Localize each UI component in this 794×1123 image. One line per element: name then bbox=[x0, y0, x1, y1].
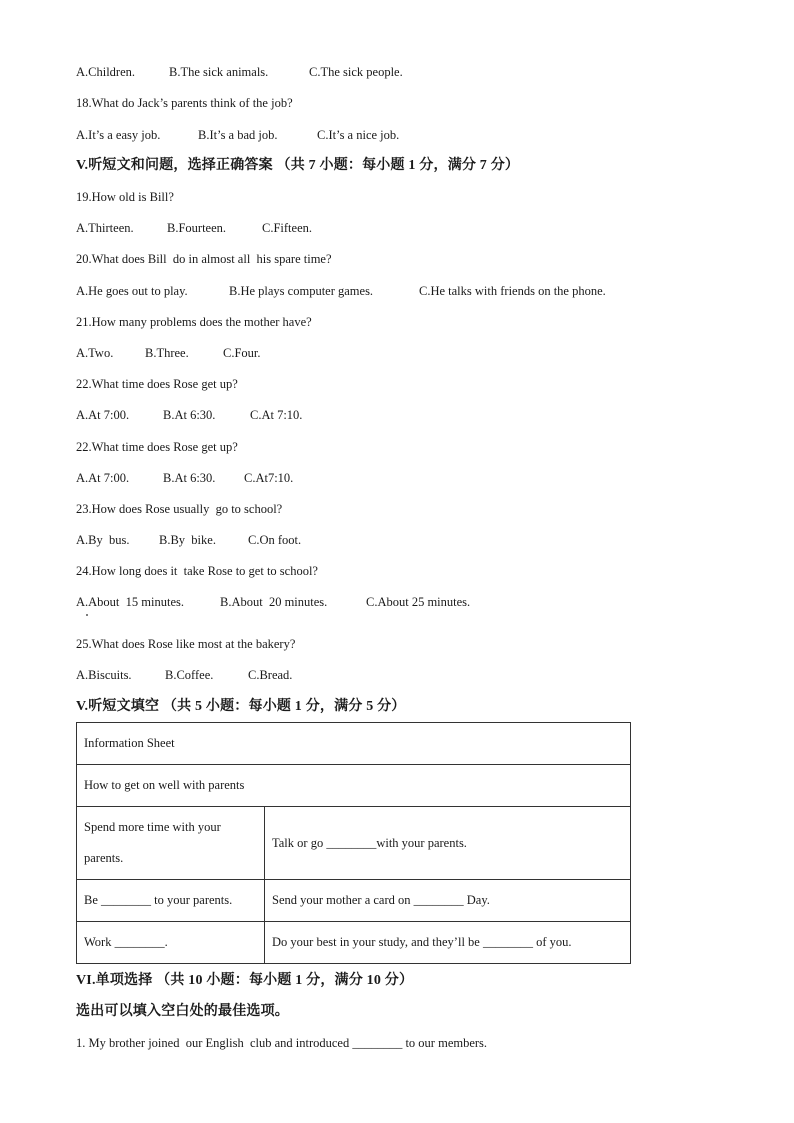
q18-option-b: B.It’s a bad job. bbox=[198, 128, 278, 142]
q24-question: 24.How long does it take Rose to get to school? bbox=[76, 564, 318, 578]
table-row bbox=[77, 807, 631, 880]
q25-option-b: B.Coffee. bbox=[165, 668, 214, 682]
q22a-option-b: B.At 6:30. bbox=[163, 408, 216, 422]
q24-option-b: B.About 20 minutes. bbox=[220, 595, 328, 609]
q19-option-c: C.Fifteen. bbox=[262, 221, 312, 235]
table-cell-left bbox=[77, 807, 265, 880]
table-row bbox=[77, 880, 631, 922]
q25-option-a: A.Biscuits. bbox=[76, 668, 132, 682]
stray-dot bbox=[86, 614, 88, 616]
cell-line: parents. bbox=[84, 851, 124, 865]
q21-question: 21.How many problems does the mother have? bbox=[76, 315, 312, 329]
q21-option-c: C.Four. bbox=[223, 346, 261, 360]
q24-option-c: C.About 25 minutes. bbox=[366, 595, 471, 609]
q23-option-a: A.By bus. bbox=[76, 533, 130, 547]
q23-question: 23.How does Rose usually go to school? bbox=[76, 502, 283, 516]
table-row bbox=[77, 922, 631, 964]
q21-option-b: B.Three. bbox=[145, 346, 189, 360]
q22b-question: 22.What time does Rose get up? bbox=[76, 440, 238, 454]
q24-option-a: A.About 15 minutes. bbox=[76, 595, 184, 609]
table-row bbox=[77, 765, 631, 807]
mc1-question: 1. My brother joined our English club and introduced ________ to our members. bbox=[76, 1036, 488, 1050]
q20-option-c: C.He talks with friends on the phone. bbox=[419, 284, 606, 298]
q19-question: 19.How old is Bill? bbox=[76, 190, 174, 204]
q22a-option-a: A.At 7:00. bbox=[76, 408, 130, 422]
q22a-option-c: C.At 7:10. bbox=[250, 408, 303, 422]
q22b-option-a: A.At 7:00. bbox=[76, 471, 130, 485]
section-6-title: V.听短文填空 （共 5 小题：每小题 1 分，满分 5 分） bbox=[76, 699, 406, 714]
table-cell-right: Talk or go ________with your parents. bbox=[265, 807, 631, 880]
q23-option-b: B.By bike. bbox=[159, 533, 216, 547]
q21-option-a: A.Two. bbox=[76, 346, 114, 360]
q19-option-b: B.Fourteen. bbox=[167, 221, 227, 235]
section-7-instruction: 选出可以填入空白处的最佳选项。 bbox=[76, 1004, 289, 1019]
q18-option-a: A.It’s a easy job. bbox=[76, 128, 161, 142]
q17-option-a: A.Children. bbox=[76, 65, 136, 79]
q18-option-c: C.It’s a nice job. bbox=[317, 128, 400, 142]
q22b-option-b: B.At 6:30. bbox=[163, 471, 216, 485]
section-5-title: V.听短文和问题，选择正确答案 （共 7 小题：每小题 1 分，满分 7 分） bbox=[76, 158, 520, 173]
table-cell-right: Do your best in your study, and they’ll be ________ of you. bbox=[265, 922, 631, 964]
q20-question: 20.What does Bill do in almost all his spare time? bbox=[76, 252, 332, 266]
table-subtitle-cell: How to get on well with parents bbox=[77, 765, 631, 807]
table-cell-right: Send your mother a card on ________ Day. bbox=[265, 880, 631, 922]
q17-option-c: C.The sick people. bbox=[309, 65, 403, 79]
table-row bbox=[77, 723, 631, 765]
table-cell-left: Be ________ to your parents. bbox=[77, 880, 265, 922]
information-sheet-table bbox=[76, 722, 631, 964]
q18-question: 18.What do Jack’s parents think of the job? bbox=[76, 96, 293, 110]
table-cell-left: Work ________. bbox=[77, 922, 265, 964]
q25-question: 25.What does Rose like most at the bakery? bbox=[76, 637, 296, 651]
section-7-title: VI.单项选择 （共 10 小题：每小题 1 分，满分 10 分） bbox=[76, 973, 414, 988]
q23-option-c: C.On foot. bbox=[248, 533, 302, 547]
q20-option-a: A.He goes out to play. bbox=[76, 284, 188, 298]
q19-option-a: A.Thirteen. bbox=[76, 221, 134, 235]
cell-line: Spend more time with your bbox=[84, 820, 221, 834]
table-title-cell: Information Sheet bbox=[77, 723, 631, 765]
q22b-option-c: C.At7:10. bbox=[244, 471, 294, 485]
q20-option-b: B.He plays computer games. bbox=[229, 284, 374, 298]
q25-option-c: C.Bread. bbox=[248, 668, 293, 682]
q17-option-b: B.The sick animals. bbox=[169, 65, 269, 79]
q22a-question: 22.What time does Rose get up? bbox=[76, 377, 238, 391]
